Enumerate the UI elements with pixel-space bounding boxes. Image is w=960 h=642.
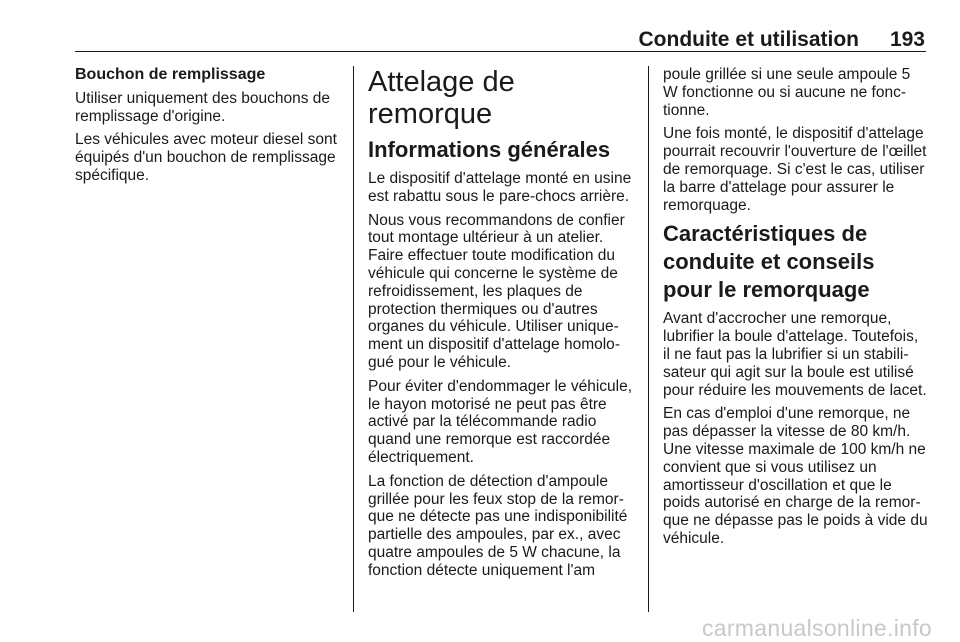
paragraph: poule grillée si une seule ampoule 5 W fonctionne ou si aucune ne fonctionne. bbox=[663, 66, 911, 119]
paragraph: Avant d'accrocher une remorque, lubrifier la boule d'attelage. Toutefois, il ne faut pas la lubrifier si un stabilisateur qui agit sur la boule est utilisé pour réduire les mouvements de lacet. bbox=[663, 310, 927, 399]
paragraph: Une fois monté, le dispositif d'attelage pourrait recouvrir l'ouverture de l'œillet de remorquage. Si c'est le cas, utiliser la barre d'attelage pour assurer le remorquage. bbox=[663, 125, 927, 214]
paragraph: Pour éviter d'endommager le véhicule, le hayon motorisé ne peut pas être activé par la télécommande radio quand une remorque est raccordée électriquement. bbox=[368, 377, 633, 466]
paragraph: Le dispositif d'attelage monté en usine est rabattu sous le pare-chocs arrière. bbox=[368, 170, 632, 205]
column-divider-1 bbox=[353, 66, 354, 612]
section-heading-general-info: Informations générales bbox=[368, 137, 611, 162]
column-divider-2 bbox=[648, 66, 649, 612]
chapter-title: Attelage de remorque bbox=[368, 66, 515, 130]
watermark: carmanualsonline.info bbox=[701, 615, 932, 641]
column-2 bbox=[368, 66, 633, 586]
column-1 bbox=[75, 66, 347, 191]
paragraph: La fonction de détection d'ampoule grillée pour les feux stop de la remorque ne détecte pas une indisponibilité partielle des ampoules, par ex., avec quatre ampoules de 5 W chacune, la fonction détecte uniquement l'am bbox=[368, 472, 628, 579]
running-title: Conduite et utilisation bbox=[638, 28, 859, 51]
paragraph: Les véhicules avec moteur diesel sont équipés d'un bouchon de remplissage spécifique. bbox=[75, 131, 337, 184]
paragraph: Utiliser uniquement des bouchons de remplissage d'origine. bbox=[75, 89, 331, 125]
section-heading-filler-cap: Bouchon de remplissage bbox=[75, 66, 266, 83]
paragraph: Nous vous recommandons de confier tout montage ultérieur à un atelier. Faire effectuer toute modification du véhicule qui concerne le système de refroidissement, les plaques de protection thermiques ou d'autres organes du véhicule. Utiliser uniquement un dispositif d'attelage homologué pour le véhicule. bbox=[368, 211, 625, 371]
section-heading-driving-tips: Caractéristiques de conduite et conseils pour le remorquage bbox=[663, 221, 875, 303]
column-3 bbox=[663, 66, 928, 554]
page-number: 193 bbox=[889, 28, 925, 51]
page-header bbox=[75, 28, 925, 50]
paragraph: En cas d'emploi d'une remorque, ne pas dépasser la vitesse de 80 km/h. Une vitesse maximale de 100 km/h ne convient que si vous utilisez un amortisseur d'oscillation et que le poids autorisé en charge de la remorque ne dépasse pas le poids à vide du véhicule. bbox=[663, 405, 928, 547]
header-rule bbox=[75, 51, 926, 52]
